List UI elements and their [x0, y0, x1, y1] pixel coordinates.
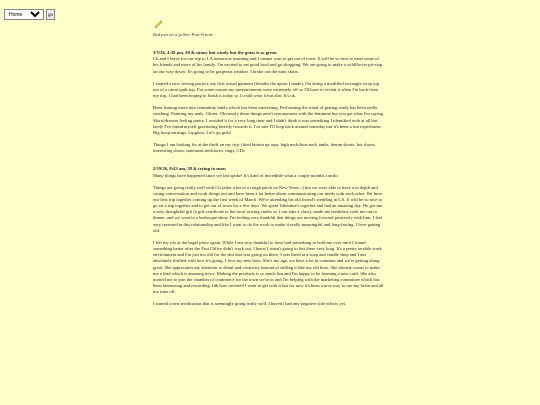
page-select-dropdown[interactable]: [4, 9, 44, 20]
entry-paragraph: I left my job at the bagel place again. While I am very thankful to have had something to hold me over until I found something better after the Post Office didn't work out, I knew I wasn't going to last there very long. It's a pretty terrible work environment and I'm just too old for the shit that was going on there. I was hired at a soap and candle shop and I am absolutely thrilled with how it's going. I love my new boss. She's my age, we have a lot in common and we're getting along great. She appreciates my attention to detail and creativity instead of stifling it like my old boss. She already wants to make me a lead which is amazing news. Making the products is so much fun and I'm happy to be learning a new craft. She also invited me to join the chamber of commerce for the town we're in and I'm helping with the marketing committee which has been interesting and rewarding. Idk how invested I want to get with it but for now it's been a nice way to use my brain and all my time off.: [153, 239, 384, 295]
page-navigation: [4, 9, 55, 20]
site-tagline: Red pen on a yellow Post-It note: [153, 32, 213, 37]
journal-content: [153, 20, 385, 313]
pencil-icon: [154, 20, 163, 29]
entry-paragraph: Many things have happened since we last spoke! It's kind of incredible what a couple months can do.: [153, 172, 339, 178]
entry-paragraph: Things I am looking for at the thrift on my trip: fitted button up tops, high neck/boat neck tanks, denim shorts, hot shorts, interesting shoes, statement necklaces, rings, CDs: [153, 142, 376, 154]
journal-entry: [153, 50, 385, 154]
entry-paragraph: I started a new sewing project, my first actual garment (besides the apron I made). I'm doing a modified rectangle wrap top out of a camo quilt top. For some reason my measurements were extremely off so I'll have to revisit it when I'm back from my trip, I had been hoping to finish it today so I could wear it but alas. It's ok.: [153, 80, 379, 99]
go-button[interactable]: go: [46, 9, 55, 20]
entry-heading: 2/19/26, 8:43 am, 38 & trying to snow: [153, 166, 227, 172]
journal-entry: [153, 166, 385, 307]
entry-paragraph: I started a new medication that is seemingly going really well. I haven't had any negative side effects yet,: [153, 301, 347, 307]
entry-heading: 3/5/26, 4:39 pm, 60 & sunny but windy but the grass is so green: [153, 50, 277, 56]
entry-paragraph: Things are going really well with Ch (after a bit of a rough patch on New Years...) but we were able to have a in depth and caring conversation and work things out and have been a lot better about communicating our needs with each other. We have our first trip together coming up the first week of March. We're attending his old friend's wedding in LA. It will be so nice to go on a trip together and to get out of town for a few days. We spent Valentine's together and had an amazing day. He got me a very thoughtful gift (a gift certificate to the local sewing studio so I can take a class), made me breakfast, took me out to dinner, and we went to a burlesque show. I'm feeling very thankful that things are moving forward positively with him, I feel very invested in this relationship and like I want to do the work to make it really meaningful and long-lasting. I love getting old.: [153, 184, 383, 233]
entry-paragraph: Ch and I leave for our trip to LA tomorrow morning and I cannot wait to get out of town. It will be so nice to meet some of his friends and more of his family. I'm excited to eat good food and go shopping. We are going to make a wildflower pit-stop on our way down. It's going to be gorgeous weather. I broke out the mini skirts.: [153, 56, 383, 74]
entry-paragraph: Been leaning more into femininity lately which has been interesting. Performing the ritual of getting ready has been really soothing. Painting my nails. Glitter. Obviously these things aren't synonymous with the feminine but you get what I'm saying. Skirts/dresses feeling pretty. I avoided it for a very long time and I didn't think it was something I identified with at all but lately I've found myself gravitating heavily towards it. I'm sure I'll loop back around someday but it's been a fun experiment. Big hoop earrings. Lipgloss. Let's go girls!: [153, 105, 385, 135]
